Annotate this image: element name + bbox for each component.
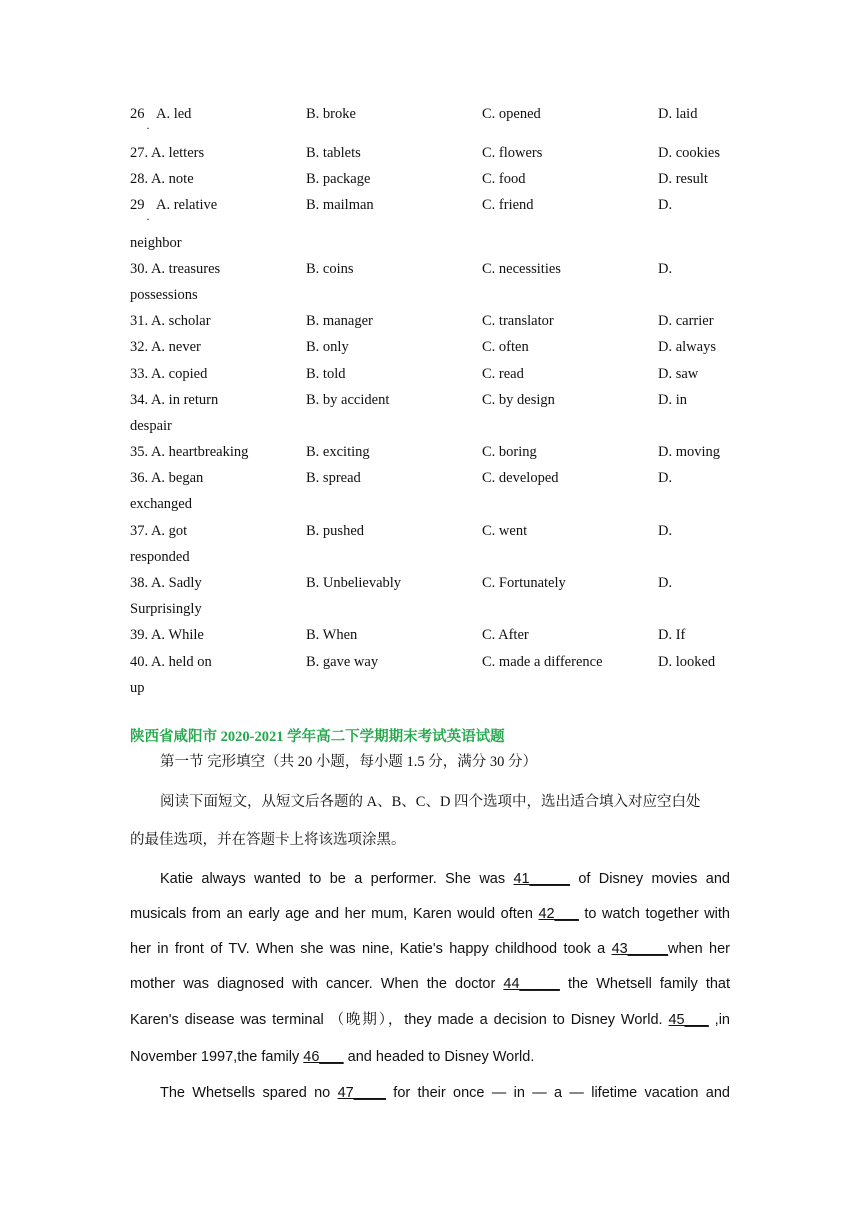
- option-c: C. made a difference: [482, 654, 603, 670]
- passage-text: November 1997,the family: [130, 1049, 304, 1065]
- option-d: D. laid: [658, 106, 698, 122]
- option-b: B. package: [306, 171, 371, 187]
- option-d-continuation: neighbor: [130, 235, 182, 251]
- option-d: D. cookies: [658, 145, 721, 161]
- option-d: D.: [658, 470, 673, 486]
- option-a: 35. A. heartbreaking: [130, 444, 249, 460]
- passage-text: the Whetsell family that: [559, 976, 731, 992]
- passage-text: Katie always wanted to be a performer. She was: [160, 871, 514, 887]
- option-d: D. moving: [658, 444, 721, 460]
- passage-line-4: [130, 974, 730, 994]
- passage-line-1: [160, 869, 730, 889]
- option-d: D.: [658, 261, 673, 277]
- option-c: C. friend: [482, 197, 534, 213]
- option-b: B. tablets: [306, 145, 361, 161]
- dot-mark: ·: [146, 212, 150, 226]
- option-a: 38. A. Sadly: [130, 575, 202, 591]
- option-row-31: [0, 311, 860, 337]
- option-a: 28. A. note: [130, 171, 194, 187]
- option-d: D. looked: [658, 654, 716, 670]
- option-b: B. Unbelievably: [306, 575, 402, 591]
- option-c: C. read: [482, 366, 524, 382]
- blank-44: 44_____: [503, 976, 560, 992]
- option-b: B. pushed: [306, 523, 364, 539]
- option-c: C. went: [482, 523, 528, 539]
- option-d: D. result: [658, 171, 708, 187]
- option-row-26: [0, 104, 860, 130]
- option-row-34: [0, 390, 860, 416]
- passage-text: musicals from an early age and her mum, Karen would often: [130, 906, 539, 922]
- option-row-28: [0, 169, 860, 195]
- option-d: D. in: [658, 392, 687, 408]
- blank-46: 46___: [303, 1049, 344, 1065]
- option-a: 31. A. scholar: [130, 313, 211, 329]
- passage-text: mother was diagnosed with cancer. When the doctor: [130, 976, 504, 992]
- option-d: D. carrier: [658, 313, 714, 329]
- option-d: D.: [658, 197, 673, 213]
- option-b: B. broke: [306, 106, 356, 122]
- option-a: 30. A. treasures: [130, 261, 221, 277]
- passage-text: her in front of TV. When she was nine, Katie's happy childhood took a: [130, 941, 612, 957]
- passage-text: to watch together with: [578, 906, 730, 922]
- option-a: 40. A. held on: [130, 654, 212, 670]
- passage-line-7: [160, 1083, 730, 1103]
- blank-47: 47____: [337, 1085, 386, 1101]
- option-row-32: [0, 337, 860, 363]
- option-d-continuation: exchanged: [130, 496, 192, 512]
- dot-mark: ·: [146, 121, 150, 135]
- blank-45: 45___: [668, 1012, 709, 1028]
- passage-line-6: [130, 1047, 730, 1067]
- passage-text: Karen's disease was terminal （晚期），they made a decision to Disney World.: [130, 1012, 669, 1028]
- option-d-continuation: up: [130, 680, 145, 696]
- passage-line-5: [130, 1010, 730, 1030]
- question-number: 29: [130, 197, 145, 213]
- option-c: C. by design: [482, 392, 555, 408]
- option-c: C. food: [482, 171, 526, 187]
- option-d-continuation: Surprisingly: [130, 601, 202, 617]
- option-row-37: [0, 521, 860, 547]
- option-row-38: [0, 573, 860, 599]
- instruction-line-1: 阅读下面短文，从短文后各题的 A、B、C、D 四个选项中，选出适合填入对应空白处: [160, 794, 701, 810]
- option-b: B. manager: [306, 313, 373, 329]
- option-a: 37. A. got: [130, 523, 188, 539]
- option-d-continuation: responded: [130, 549, 190, 565]
- option-b: B. gave way: [306, 654, 379, 670]
- option-a: 36. A. began: [130, 470, 204, 486]
- option-a: 34. A. in return: [130, 392, 219, 408]
- option-c: C. necessities: [482, 261, 561, 277]
- passage-text: and headed to Disney World.: [343, 1049, 535, 1065]
- option-b: B. by accident: [306, 392, 390, 408]
- option-c: C. flowers: [482, 145, 543, 161]
- option-c: C. opened: [482, 106, 541, 122]
- passage-text: of Disney movies and: [569, 871, 730, 887]
- source-title: 陕西省咸阳市 2020-2021 学年高二下学期期末考试英语试题: [130, 729, 505, 745]
- option-d: D. saw: [658, 366, 699, 382]
- option-b: B. coins: [306, 261, 354, 277]
- option-b: B. exciting: [306, 444, 370, 460]
- option-row-40: [0, 652, 860, 678]
- option-c: C. often: [482, 339, 529, 355]
- passage-line-3: [130, 939, 730, 959]
- option-row-35: [0, 442, 860, 468]
- option-row-30: [0, 259, 860, 285]
- option-c: C. After: [482, 627, 529, 643]
- option-row-33: [0, 364, 860, 390]
- passage-line-2: [130, 904, 730, 924]
- blank-42: 42___: [538, 906, 579, 922]
- option-a: 27. A. letters: [130, 145, 205, 161]
- section-heading: 第一节 完形填空（共 20 小题，每小题 1.5 分，满分 30 分）: [160, 754, 537, 770]
- passage-text: ,in: [708, 1012, 730, 1028]
- passage-text: The Whetsells spared no: [160, 1085, 338, 1101]
- blank-41: 41_____: [513, 871, 570, 887]
- option-c: C. Fortunately: [482, 575, 566, 591]
- option-b: B. spread: [306, 470, 361, 486]
- option-row-39: [0, 625, 860, 651]
- option-b: B. When: [306, 627, 358, 643]
- option-b: B. only: [306, 339, 349, 355]
- option-row-27: [0, 143, 860, 169]
- option-row-29: [0, 195, 860, 221]
- option-d: D. If: [658, 627, 686, 643]
- option-b: B. mailman: [306, 197, 374, 213]
- option-d-continuation: possessions: [130, 287, 198, 303]
- option-b: B. told: [306, 366, 346, 382]
- option-a: A. led: [156, 106, 192, 122]
- option-c: C. developed: [482, 470, 559, 486]
- passage-text: when her: [668, 941, 731, 957]
- option-d: D.: [658, 523, 673, 539]
- option-a: A. relative: [156, 197, 218, 213]
- option-d: D.: [658, 575, 673, 591]
- passage-text: for their once — in — a — lifetime vacation and: [385, 1085, 730, 1101]
- instruction-line-2: 的最佳选项，并在答题卡上将该选项涂黑。: [130, 832, 406, 848]
- option-a: 39. A. While: [130, 627, 204, 643]
- option-c: C. translator: [482, 313, 554, 329]
- question-number: 26: [130, 106, 145, 122]
- option-a: 32. A. never: [130, 339, 201, 355]
- option-d: D. always: [658, 339, 716, 355]
- option-d-continuation: despair: [130, 418, 172, 434]
- option-c: C. boring: [482, 444, 537, 460]
- blank-43: 43_____: [611, 941, 669, 957]
- option-row-36: [0, 468, 860, 494]
- option-a: 33. A. copied: [130, 366, 208, 382]
